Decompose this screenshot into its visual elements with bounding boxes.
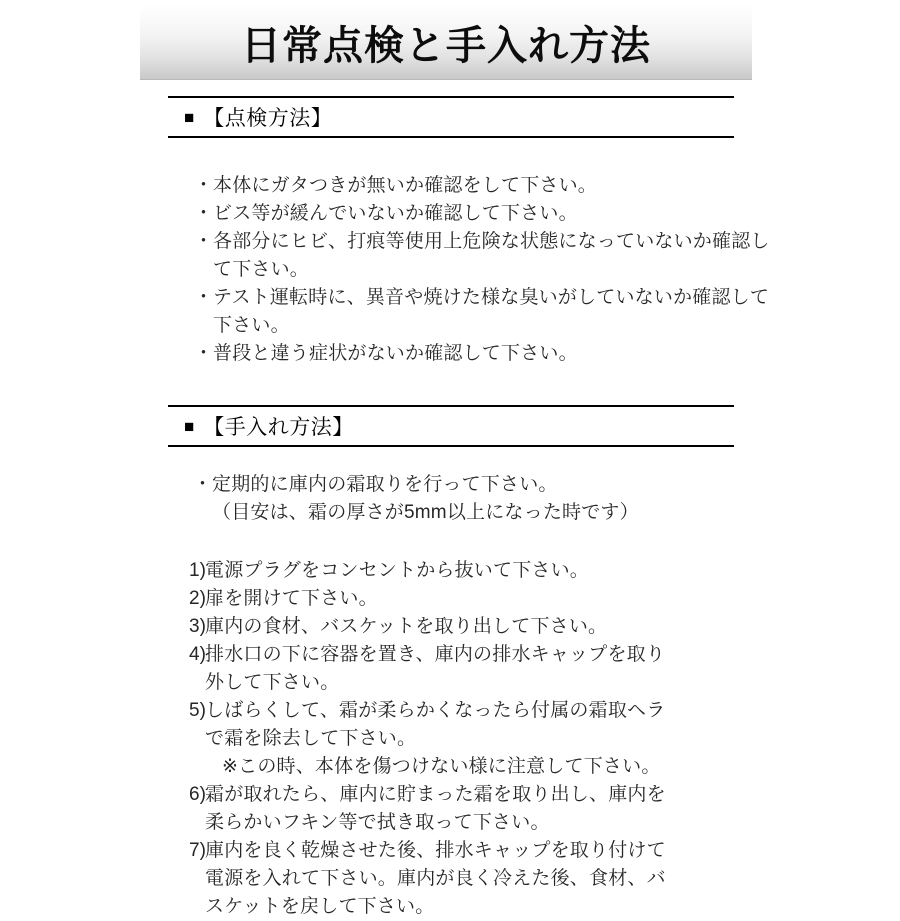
page-title: 日常点検と手入れ方法 <box>241 23 651 68</box>
list-item-line: （目安は、霜の厚さが5mm以上になった時です） <box>212 502 639 523</box>
list-item-body <box>205 557 589 585</box>
list-item-line: 霜が取れたら、庫内に貯まった霜を取り出し、庫内を <box>205 784 666 805</box>
list-item-line: 定期的に庫内の霜取りを行って下さい。 <box>212 474 558 495</box>
maintenance-manual-page <box>0 5 900 917</box>
section-header-care <box>168 405 734 447</box>
list-item-marker: ・ <box>193 474 213 495</box>
list-item-marker: 3) <box>189 616 206 637</box>
inspection-list-item <box>194 340 900 368</box>
list-item-line: 各部分にヒビ、打痕等使用上危険な状態になっていないか確認し <box>213 231 770 252</box>
list-item-line: 扉を開けて下さい。 <box>205 588 378 609</box>
list-item-body <box>213 172 597 200</box>
list-item-marker: ・ <box>194 287 214 308</box>
list-item-line: て下さい。 <box>213 259 310 280</box>
list-item-body <box>213 200 578 228</box>
black-square-bullet-icon: ■ <box>184 107 195 127</box>
inspection-list-item <box>194 172 900 200</box>
list-item-line: スケットを戻して下さい。 <box>205 896 435 917</box>
list-item-line: ビス等が緩んでいないか確認して下さい。 <box>213 203 578 224</box>
section-header-inspection <box>168 96 734 138</box>
list-item-line: 庫内の食材、バスケットを取り出して下さい。 <box>205 616 608 637</box>
care-step-item <box>189 781 900 837</box>
black-square-bullet-icon: ■ <box>184 416 195 436</box>
section-heading-care-label: 【手入れ方法】 <box>203 416 354 439</box>
list-item-body <box>205 641 665 697</box>
care-step-item <box>189 585 900 613</box>
page-title-banner <box>140 5 752 79</box>
care-intro-item <box>193 471 900 527</box>
list-item-line: 排水口の下に容器を置き、庫内の排水キャップを取り <box>205 644 666 665</box>
care-step-item <box>189 697 900 781</box>
list-item-line: 下さい。 <box>213 315 290 336</box>
list-item-marker: 6) <box>189 784 206 805</box>
list-item-marker: 7) <box>189 840 206 861</box>
list-item-marker: 1) <box>189 560 206 581</box>
list-item-marker: ・ <box>194 343 214 364</box>
care-step-item <box>189 613 900 641</box>
care-step-item <box>189 557 900 585</box>
list-item-line: 柔らかいフキン等で拭き取って下さい。 <box>205 812 550 833</box>
list-item-line: で霜を除去して下さい。 <box>205 728 417 749</box>
care-steps-list <box>189 557 900 921</box>
list-item-marker: 2) <box>189 588 206 609</box>
list-item-line: 外して下さい。 <box>205 672 340 693</box>
list-item-line: 普段と違う症状がないか確認して下さい。 <box>213 343 578 364</box>
list-item-body <box>205 585 378 613</box>
list-item-body <box>213 228 770 284</box>
list-item-line: テスト運転時に、異音や焼けた様な臭いがしていないか確認して <box>213 287 770 308</box>
list-item-line: しばらくして、霜が柔らかくなったら付属の霜取ヘラ <box>205 700 666 721</box>
list-item-line: 電源を入れて下さい。庫内が良く冷えた後、食材、バ <box>205 868 666 889</box>
list-item-body <box>213 284 769 340</box>
list-item-marker: ・ <box>194 203 214 224</box>
care-step-item <box>189 641 900 697</box>
list-item-marker: 4) <box>189 644 206 665</box>
list-item-body <box>213 340 578 368</box>
list-item-marker: ・ <box>194 231 214 252</box>
list-item-marker: ・ <box>194 175 214 196</box>
list-item-body <box>205 781 666 837</box>
care-intro-list <box>193 471 900 527</box>
inspection-list-item <box>194 200 900 228</box>
inspection-list-item <box>194 228 900 284</box>
list-item-line: 本体にガタつきが無いか確認をして下さい。 <box>213 175 598 196</box>
section-heading-inspection-label: 【点検方法】 <box>203 107 333 130</box>
list-item-body <box>205 697 665 781</box>
step-note-line: ※この時、本体を傷つけない様に注意して下さい。 <box>222 756 661 777</box>
care-step-item <box>189 837 900 921</box>
list-item-body <box>212 471 639 527</box>
inspection-list-item <box>194 284 900 340</box>
list-item-line: 庫内を良く乾燥させた後、排水キャップを取り付けて <box>205 840 666 861</box>
inspection-bullet-list <box>194 172 900 368</box>
list-item-body <box>205 613 607 641</box>
list-item-line: 電源プラグをコンセントから抜いて下さい。 <box>205 560 590 581</box>
list-item-marker: 5) <box>189 700 206 721</box>
list-item-body <box>205 837 666 921</box>
